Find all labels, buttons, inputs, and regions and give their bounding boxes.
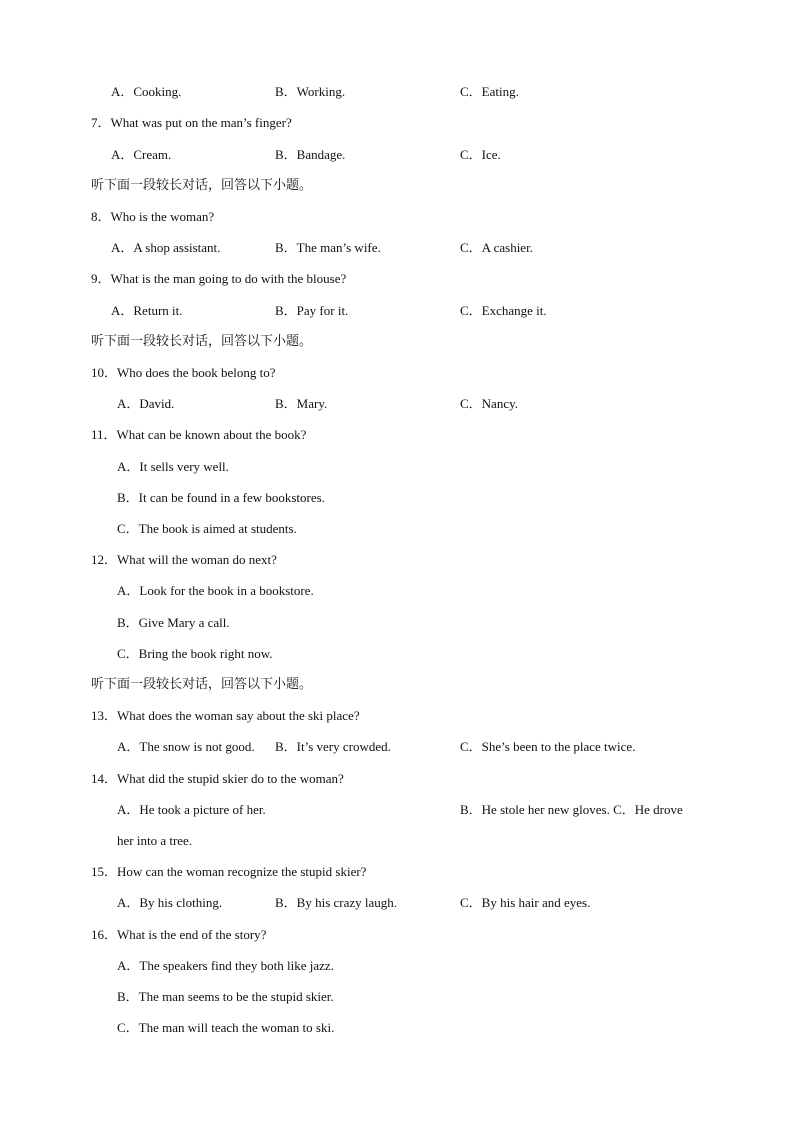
q11-option-b: B．It can be found in a few bookstores. [117,490,325,505]
q6-option-a: A．Cooking. [111,84,182,99]
q10-option-b: B．Mary. [275,396,328,411]
q9-option-c: C．Exchange it. [460,303,547,318]
q13-option-c: C．She’s been to the place twice. [460,739,636,754]
q8-option-c: C．A cashier. [460,240,533,255]
q9-stem: 9．What is the man going to do with the blouse? [91,271,347,286]
q16-option-b: B．The man seems to be the stupid skier. [117,989,334,1004]
q7-stem: 7．What was put on the man’s finger? [91,115,292,130]
q11-stem: 11．What can be known about the book? [91,427,307,442]
q9-option-a: A．Return it. [111,303,183,318]
q12-stem: 12．What will the woman do next? [91,552,277,567]
q15-option-a: A．By his clothing. [117,895,223,910]
q12-option-c: C．Bring the book right now. [117,646,273,661]
q11-option-c: C．The book is aimed at students. [117,521,297,536]
q8-option-b: B．The man’s wife. [275,240,381,255]
q15-option-b: B．By his crazy laugh. [275,895,398,910]
q13-stem: 13．What does the woman say about the ski place? [91,708,360,723]
section-heading-2: 听下面一段较长对话，回答以下小题。 [91,334,313,349]
q16-option-c: C．The man will teach the woman to ski. [117,1020,335,1035]
q10-option-c: C．Nancy. [460,396,519,411]
q7-option-b: B．Bandage. [275,147,346,162]
q8-option-a: A．A shop assistant. [111,240,221,255]
q14-option-b-c: B．He stole her new gloves. C．He drove [460,802,683,817]
q12-option-b: B．Give Mary a call. [117,615,230,630]
q16-stem: 16．What is the end of the story? [91,927,267,942]
q10-option-a: A．David. [117,396,175,411]
section-heading-3: 听下面一段较长对话，回答以下小题。 [91,677,313,692]
q7-option-a: A．Cream. [111,147,172,162]
section-heading-1: 听下面一段较长对话，回答以下小题。 [91,178,313,193]
q15-stem: 15．How can the woman recognize the stupid skier? [91,864,367,879]
q14-option-a: A．He took a picture of her. [117,802,266,817]
q8-stem: 8．Who is the woman? [91,209,215,224]
q14-option-c-continued: her into a tree. [117,833,193,848]
q15-option-c: C．By his hair and eyes. [460,895,591,910]
q9-option-b: B．Pay for it. [275,303,349,318]
q13-option-b: B．It’s very crowded. [275,739,391,754]
q13-option-a: A．The snow is not good. [117,739,255,754]
q12-option-a: A．Look for the book in a bookstore. [117,583,314,598]
q14-stem: 14．What did the stupid skier do to the woman? [91,771,344,786]
q6-option-c: C．Eating. [460,84,519,99]
q16-option-a: A．The speakers find they both like jazz. [117,958,334,973]
q10-stem: 10．Who does the book belong to? [91,365,276,380]
q11-option-a: A．It sells very well. [117,459,229,474]
q6-option-b: B．Working. [275,84,346,99]
q7-option-c: C．Ice. [460,147,501,162]
